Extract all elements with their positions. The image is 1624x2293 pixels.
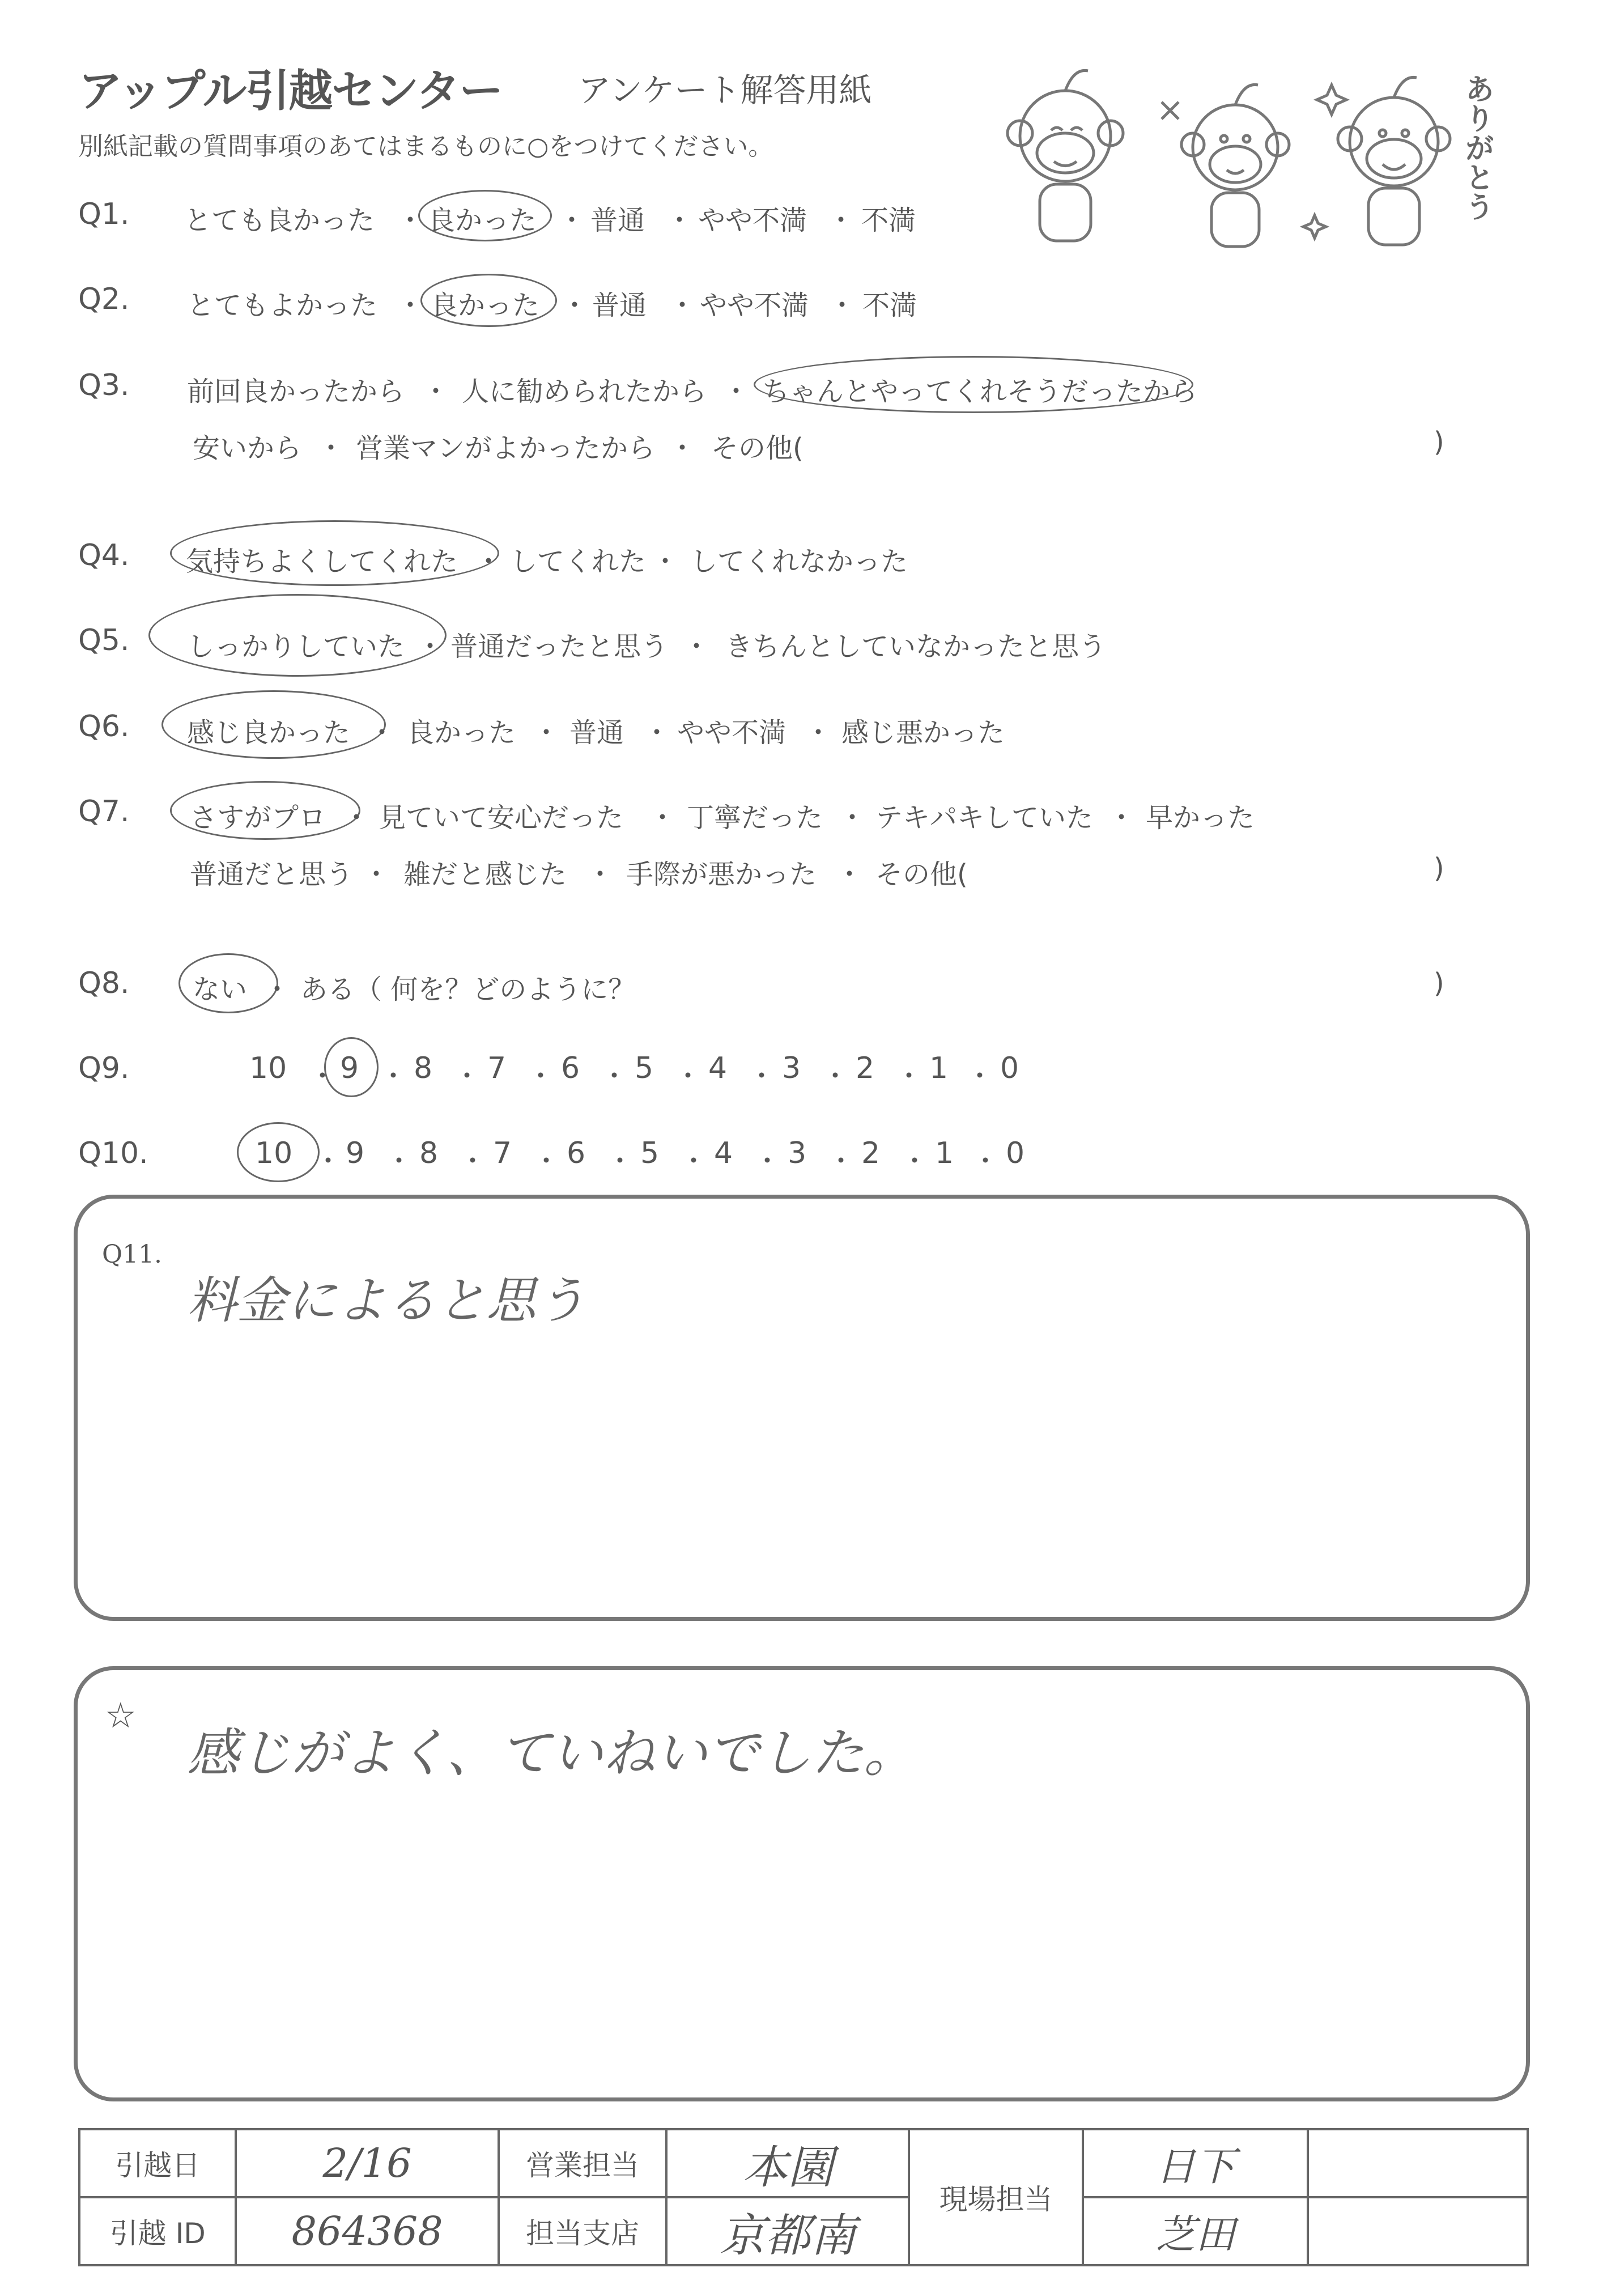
q9-scale-9[interactable]: 9 (340, 1051, 359, 1085)
separator-dot: ・ (527, 1060, 555, 1092)
q5-option-3[interactable]: きちんとしていなかったと思う (725, 631, 1107, 663)
q9-scale-7[interactable]: 7 (487, 1051, 507, 1085)
empty-cell (1308, 2197, 1528, 2265)
q11-handwritten-answer: 料金によると思う (187, 1271, 586, 1330)
q7-option-9[interactable]: その他( (875, 859, 968, 890)
q5-selection-circle (148, 594, 447, 677)
q3-option-6[interactable]: その他( (711, 432, 804, 464)
separator-dot: ・ (475, 546, 503, 578)
q10-scale-6[interactable]: 6 (567, 1136, 586, 1170)
field-staff-1: 日下 (1083, 2129, 1308, 2197)
q5-option-1[interactable]: しっかりしていた (187, 631, 405, 663)
separator-dot: ・ (533, 717, 560, 749)
q10-scale-9[interactable]: 9 (346, 1136, 365, 1170)
q4-option-2[interactable]: してくれた (510, 546, 647, 578)
q7-option-8[interactable]: 手際が悪かった (626, 859, 817, 890)
branch-label: 担当支店 (499, 2197, 667, 2265)
q3-selection-circle (754, 356, 1193, 413)
separator-dot: ・ (263, 974, 291, 1005)
separator-dot: ・ (380, 1060, 407, 1092)
q4-option-3[interactable]: してくれなかった (690, 546, 908, 578)
q10-scale-3[interactable]: 3 (788, 1136, 807, 1170)
sales-label: 営業担当 (499, 2129, 667, 2197)
q9-scale-8[interactable]: 8 (414, 1051, 433, 1085)
q8-option-1[interactable]: ない (193, 974, 248, 1005)
separator-dot: ・ (669, 290, 696, 321)
q9-scale-6[interactable]: 6 (561, 1051, 580, 1085)
q2-option-2[interactable]: 良かった (431, 290, 540, 321)
separator-dot: ・ (652, 546, 679, 578)
q4-label: Q4. (78, 538, 130, 572)
separator-dot: ・ (839, 802, 866, 834)
separator-dot: ・ (828, 290, 856, 321)
q3-option-5[interactable]: 営業マンがよかったから (356, 432, 656, 464)
q10-scale-7[interactable]: 7 (493, 1136, 512, 1170)
q1-option-1[interactable]: とても良かった (184, 205, 375, 236)
q1-option-4[interactable]: やや不満 (698, 205, 807, 236)
separator-dot: ・ (827, 1145, 855, 1177)
q7-option-1[interactable]: さすがプロ (190, 802, 326, 834)
q1-selection-circle (418, 190, 552, 241)
separator-dot: ・ (680, 1145, 708, 1177)
move-id-value: 864368 (236, 2197, 498, 2265)
separator-dot: ・ (827, 205, 855, 236)
comment-handwritten-answer: 感じがよく、ていねいでした。 (187, 1723, 916, 1784)
separator-dot: ・ (754, 1145, 781, 1177)
q3-option-2[interactable]: 人に勧められたから (462, 376, 707, 407)
q10-scale-0[interactable]: 0 (1006, 1136, 1025, 1170)
q2-option-5[interactable]: 不満 (862, 290, 917, 321)
q7-label: Q7. (78, 795, 130, 829)
q3-option-1[interactable]: 前回良かったから (187, 376, 405, 407)
q3-option-4[interactable]: 安いから (193, 432, 302, 464)
q3-close-paren: ) (1434, 426, 1444, 458)
separator-dot: ・ (561, 290, 589, 321)
q4-selection-circle (170, 520, 499, 586)
separator-dot: ・ (343, 802, 371, 834)
separator-dot: ・ (385, 1145, 413, 1177)
separator-dot: ・ (368, 717, 396, 749)
q10-scale-5[interactable]: 5 (640, 1136, 660, 1170)
q7-option-7[interactable]: 雑だと感じた (403, 859, 567, 890)
q6-option-1[interactable]: 感じ良かった (187, 717, 351, 749)
q2-option-4[interactable]: やや不満 (700, 290, 809, 321)
q6-option-3[interactable]: 普通 (569, 717, 624, 749)
separator-dot: ・ (533, 1145, 560, 1177)
move-date-value: 2/16 (236, 2129, 498, 2197)
separator-dot: ・ (972, 1145, 1000, 1177)
q7-option-3[interactable]: 丁寧だった (687, 802, 823, 834)
separator-dot: ・ (836, 859, 864, 890)
q11-label: Q11. (102, 1240, 163, 1269)
q10-label: Q10. (78, 1136, 148, 1170)
q10-scale-1[interactable]: 1 (935, 1136, 954, 1170)
q10-scale-8[interactable]: 8 (419, 1136, 439, 1170)
separator-dot: ・ (459, 1145, 487, 1177)
branch-value: 京都南 (666, 2197, 909, 2265)
thanks-text: ありがとう (1460, 74, 1494, 221)
q9-scale-0[interactable]: 0 (1000, 1051, 1019, 1085)
q9-scale-5[interactable]: 5 (635, 1051, 654, 1085)
q9-scale-2[interactable]: 2 (856, 1051, 875, 1085)
separator-dot: ・ (666, 205, 694, 236)
q6-option-4[interactable]: やや不満 (677, 717, 787, 749)
q2-option-3[interactable]: 普通 (592, 290, 647, 321)
separator-dot: ・ (309, 1060, 337, 1092)
q7-option-6[interactable]: 普通だと思う (190, 859, 354, 890)
q8-option-2[interactable]: ある（ 何を？どのように？ (300, 974, 636, 1005)
separator-dot: ・ (722, 376, 750, 407)
q3-option-3[interactable]: ちゃんとやってくれそうだったから (762, 376, 1198, 407)
move-id-label: 引越 ID (79, 2197, 236, 2265)
instruction-text: 別紙記載の質問事項のあてはまるものに○をつけてください。 (78, 132, 773, 161)
separator-dot: ・ (422, 376, 450, 407)
q1-option-5[interactable]: 不満 (861, 205, 916, 236)
separator-dot: ・ (397, 205, 424, 236)
q6-option-2[interactable]: 良かった (407, 717, 516, 749)
q1-option-3[interactable]: 普通 (590, 205, 645, 236)
separator-dot: ・ (397, 290, 424, 321)
q2-label: Q2. (78, 282, 130, 316)
separator-dot: ・ (314, 1145, 342, 1177)
separator-dot: ・ (586, 859, 614, 890)
q7-close-paren: ) (1434, 852, 1444, 884)
separator-dot: ・ (601, 1060, 628, 1092)
q1-option-2[interactable]: 良かった (428, 205, 537, 236)
separator-dot: ・ (669, 432, 696, 464)
q10-scale-10[interactable]: 10 (255, 1136, 293, 1170)
info-table (78, 2128, 1529, 2266)
form-subtitle: アンケート解答用紙 (578, 71, 872, 109)
q8-label: Q8. (78, 966, 130, 1000)
separator-dot: ・ (1108, 802, 1136, 834)
empty-cell (1308, 2129, 1528, 2197)
monkey-mascots-illustration (997, 62, 1496, 255)
q8-close-paren: ) (1434, 967, 1444, 999)
q9-scale-4[interactable]: 4 (708, 1051, 728, 1085)
q9-label: Q9. (78, 1051, 130, 1085)
separator-dot: ・ (453, 1060, 481, 1092)
q6-selection-circle (161, 690, 386, 759)
separator-dot: ・ (901, 1145, 929, 1177)
separator-dot: ・ (683, 631, 711, 663)
field-staff-2: 芝田 (1083, 2197, 1308, 2265)
separator-dot: ・ (674, 1060, 702, 1092)
separator-dot: ・ (363, 859, 390, 890)
separator-dot: ・ (649, 802, 677, 834)
q5-option-2[interactable]: 普通だったと思う (450, 631, 669, 663)
star-icon: ☆ (105, 1695, 137, 1736)
q7-option-5[interactable]: 早かった (1146, 802, 1255, 834)
move-date-label: 引越日 (79, 2129, 236, 2197)
q6-label: Q6. (78, 710, 130, 744)
q7-option-2[interactable]: 見ていて安心だった (379, 802, 624, 834)
q2-option-1[interactable]: とてもよかった (187, 290, 378, 321)
q1-label: Q1. (78, 197, 130, 231)
q10-scale-4[interactable]: 4 (714, 1136, 733, 1170)
separator-dot: ・ (822, 1060, 849, 1092)
separator-dot: ・ (895, 1060, 923, 1092)
q6-option-5[interactable]: 感じ悪かった (841, 717, 1005, 749)
separator-dot: ・ (643, 717, 671, 749)
q10-selection-circle (237, 1122, 320, 1182)
separator-dot: ・ (966, 1060, 994, 1092)
q9-scale-3[interactable]: 3 (782, 1051, 801, 1085)
q2-selection-circle (420, 274, 557, 327)
q10-scale-2[interactable]: 2 (861, 1136, 881, 1170)
separator-dot: ・ (416, 631, 444, 663)
separator-dot: ・ (748, 1060, 776, 1092)
q7-selection-circle (170, 781, 360, 840)
q4-option-1[interactable]: 気持ちよくしてくれた (186, 546, 458, 578)
separator-dot: ・ (317, 432, 345, 464)
field-staff-label: 現場担当 (909, 2129, 1083, 2265)
separator-dot: ・ (805, 717, 832, 749)
q9-scale-10[interactable]: 10 (249, 1051, 287, 1085)
q9-scale-1[interactable]: 1 (929, 1051, 949, 1085)
q3-label: Q3. (78, 368, 130, 402)
sales-value: 本園 (666, 2129, 909, 2197)
company-title: アップル引越センター (78, 66, 503, 117)
separator-dot: ・ (558, 205, 586, 236)
q7-option-4[interactable]: テキパキしていた (875, 802, 1094, 834)
q5-label: Q5. (78, 623, 130, 657)
q11-answer-box[interactable] (74, 1195, 1530, 1621)
separator-dot: ・ (606, 1145, 634, 1177)
